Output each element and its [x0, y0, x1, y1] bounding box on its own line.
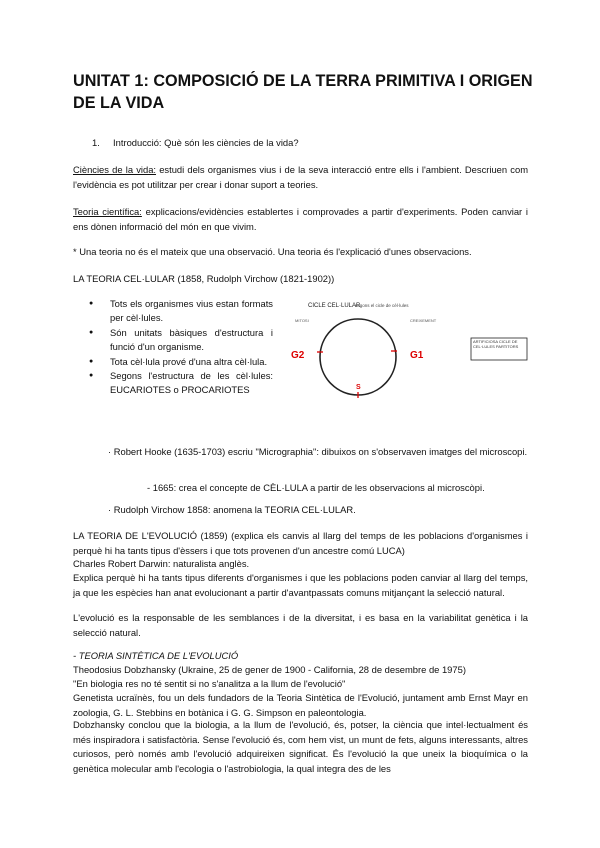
definition-text: explicacions/evidències establertes i comprovades a partir d'experiments. Poden canviar i ens dònen informació del món en que vivim. [73, 206, 528, 232]
phase-g2-label: G2 [291, 350, 305, 361]
term-teoria-cientifica: Teoria científica: [73, 206, 142, 217]
darwin-explanation: Explica perquè hi ha tants tipus diferents d'organismes i que les poblacions poden canviar al llarg del temps, ja que les espècies han anat evolucionant a partir d'avantpassats comuns mitjançant la selecció natural. [73, 572, 528, 598]
hooke-paragraph: · Robert Hooke (1635-1703) escriu "Micrographia": dibuixos on s'observaven imatges del microscopi. [108, 446, 528, 457]
diagram-note [473, 339, 525, 359]
diagram-subheading: segons el cicle de cèl·lules [355, 303, 409, 308]
list-item: ● Són unitats bàsiques d'estructura i funció d'un organisme. [88, 326, 273, 355]
cell-cycle-figure [283, 300, 535, 400]
hooke-1665-line: - 1665: crea el concepte de CÈL·LULA a partir de les observacions al microscòpi. [147, 482, 485, 493]
genetista-paragraph: Genetista ucraïnès, fou un dels fundadors de la Teoria Sintètica de l'Evolució, juntament amb Ernst Mayr en zoologia, G. L. Stebbins en botànica i G. G. Simpson en paleontologia. [73, 692, 528, 718]
dobzhansky-dates: Theodosius Dobzhansky (Ukraine, 25 de gener de 1900 - California, 28 de desembre de 1975) [73, 664, 466, 675]
term-ciencies-de-la-vida: Ciències de la vida: [73, 164, 157, 175]
diagram-note-text: ARTIFICIOSA CICLE DE CEL·LULES PARTITORS [473, 339, 519, 349]
list-item: ● Tots els organismes vius estan formats per cèl·lules. [88, 297, 273, 326]
definition-text: estudi dels organismes vius i de la seva interacció entre ells i l'ambient. Descriuen com l'evidència es pot utilitzar per crear i donar suport a teories. [73, 164, 528, 190]
page-title: UNITAT 1: COMPOSICIÓ DE LA TERRA PRIMITIVA I ORIGEN DE LA VIDA [73, 72, 533, 112]
cell-theory-bullets [88, 297, 273, 398]
evolution-responsible: L'evolució es la responsable de les semblances i de la diversitat, i es basa en la variabilitat genètica i la selecció natural. [73, 612, 528, 638]
section-number: 1. [92, 137, 100, 148]
phase-g1-label: G1 [410, 350, 424, 361]
section-label: Introducció: Què són les ciències de la vida? [113, 137, 299, 148]
darwin-line: Charles Robert Darwin: naturalista anglès. [73, 558, 250, 569]
definition-teoria-cientifica [73, 205, 528, 234]
cell-cycle-diagram [283, 300, 535, 400]
section-heading-intro [92, 136, 299, 151]
list-item: ● Segons l'estructura de les cèl·lules: EUCARIOTES o PROCARIOTES [88, 369, 273, 398]
cell-theory-heading: LA TEORIA CEL·LULAR (1858, Rudolph Virchow (1821-1902)) [73, 273, 335, 284]
evolution-theory-paragraph: LA TEORIA DE L'EVOLUCIÓ (1859) (explica els canvis al llarg del temps de les poblacions d'organismes i perquè hi ha tants tipus d'èssers i que tots provenen d'un ancestre comú LUCA) [73, 530, 528, 556]
note-teoria: * Una teoria no és el mateix que una observació. Una teoria és l'explicació d'unes observacions. [73, 246, 472, 257]
synthetic-theory-heading: - TEORIA SINTÈTICA DE L'EVOLUCIÓ [73, 650, 239, 661]
diagram-top-left-label: MITOSI [295, 318, 309, 323]
phase-s-label: S [356, 384, 361, 391]
conclusion-paragraph: Dobzhansky conclou que la biologia, a la llum de l'evolució, és, potser, la ciència que intel·lectualment és més inspiradora i satisfactòria. Sense l'evolució és, com hem vist, un munt de fets, alguns interessants, altres curiosos, però només amb l'evolució adquireixen significat. És l'evolució la que uneix la bioquímica o la genètica molecular amb l'ecologia o l'astrobiologia, la qual integra des de les [73, 719, 528, 774]
virchow-line: · Rudolph Virchow 1858: anomena la TEORIA CEL·LULAR. [108, 504, 356, 515]
list-item: ● Tota cèl·lula prové d'una altra cèl·lula. [88, 355, 273, 369]
definition-ciencies-de-la-vida [73, 163, 528, 192]
diagram-top-right-label: CREIXEMENT [410, 318, 437, 323]
diagram-heading: CICLE CEL·LULAR [308, 303, 361, 309]
dobzhansky-quote: "En biologia res no té sentit si no s'analitza a la llum de l'evolució" [73, 678, 346, 689]
